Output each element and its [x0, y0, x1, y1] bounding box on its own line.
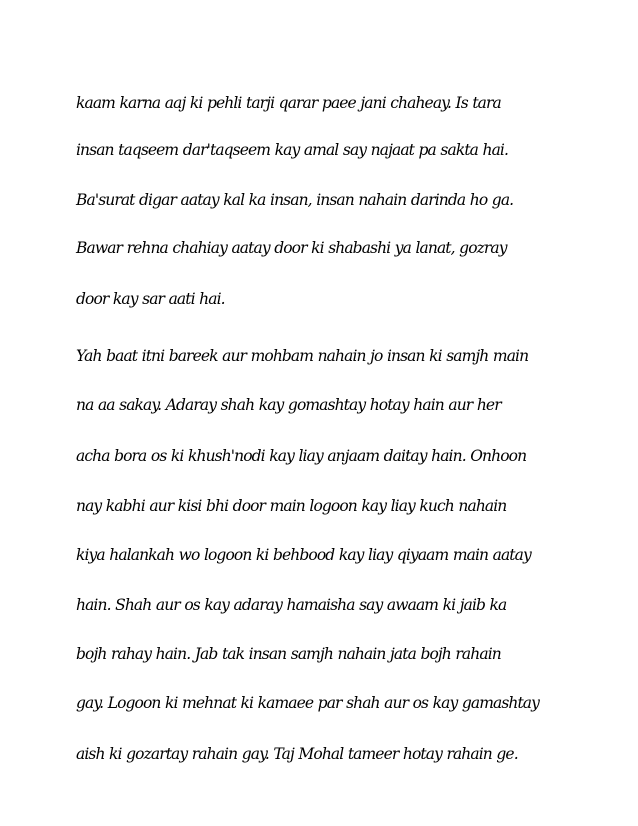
text-line: kiya halankah wo logoon ki behbood kay liay qiyaam main aatay — [76, 546, 531, 564]
text-line: Yah baat itni bareek aur mohbam nahain jo insan ki samjh main — [76, 347, 529, 365]
text-line: aish ki gozartay rahain gay. Taj Mohal tameer hotay rahain ge. — [76, 745, 518, 763]
text-line: Ba'surat digar aatay kal ka insan, insan nahain darinda ho ga. — [76, 191, 514, 209]
text-line: na aa sakay. Adaray shah kay gomashtay hotay hain aur her — [76, 396, 501, 414]
text-line: hain. Shah aur os kay adaray hamaisha say awaam ki jaib ka — [76, 596, 507, 614]
text-line: acha bora os ki khush'nodi kay liay anjaam daitay hain. Onhoon — [76, 447, 527, 465]
text-line: door kay sar aati hai. — [76, 290, 225, 308]
text-line: insan taqseem dar'taqseem kay amal say najaat pa sakta hai. — [76, 141, 509, 159]
text-line: nay kabhi aur kisi bhi door main logoon kay liay kuch nahain — [76, 497, 507, 515]
text-line: gay. Logoon ki mehnat ki kamaee par shah aur os kay gamashtay — [76, 694, 540, 712]
text-line: kaam karna aaj ki pehli tarji qarar paee jani chaheay. Is tara — [76, 94, 501, 112]
text-line: bojh rahay hain. Jab tak insan samjh nahain jata bojh rahain — [76, 645, 501, 663]
text-line: Bawar rehna chahiay aatay door ki shabashi ya lanat, gozray — [76, 239, 507, 257]
